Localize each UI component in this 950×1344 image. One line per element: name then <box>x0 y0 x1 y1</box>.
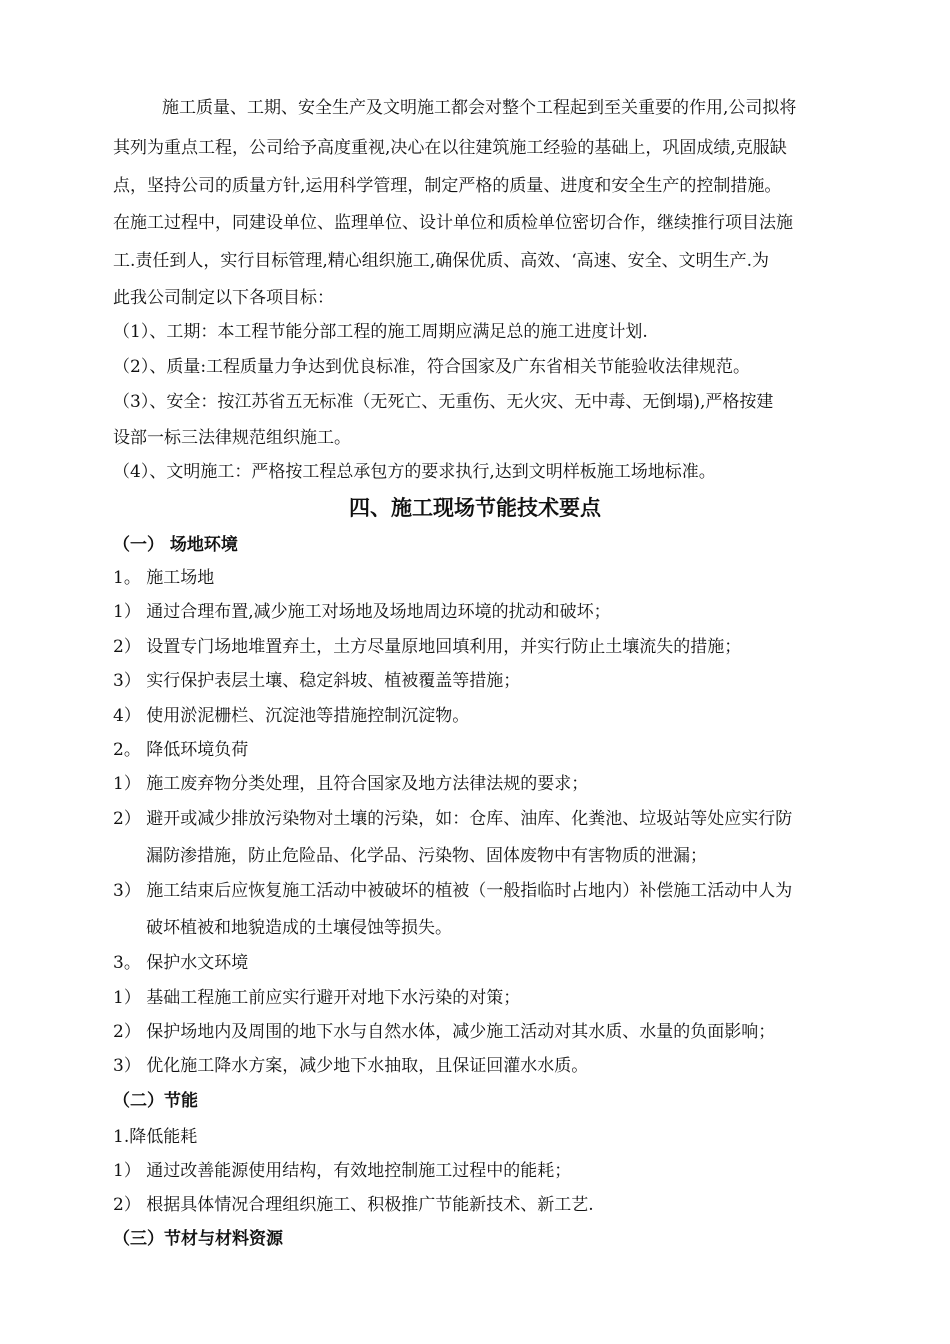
list-item: 3） 施工结束后应恢复施工活动中被破坏的植被（一般指临时占地内）补偿施工活动中人为 <box>113 881 793 901</box>
list-item-continued: 破坏植被和地貌造成的土壤侵蚀等损失。 <box>146 918 452 938</box>
list-item: 1） 通过改善能源使用结构，有效地控制施工过程中的能耗； <box>113 1161 572 1181</box>
intro-line: 在施工过程中，同建设单位、监理单位、设计单位和质检单位密切合作，继续推行项目法施 <box>113 213 793 233</box>
list-item: 1） 通过合理布置,减少施工对场地及场地周边环境的扰动和破坏； <box>113 602 611 622</box>
subsection-title: （三）节材与材料资源 <box>113 1229 283 1249</box>
goal-item: （3）、安全：按江苏省五无标准（无死亡、无重伤、无火灾、无中毒、无倒塌),严格按建 <box>113 392 774 412</box>
list-item: 4） 使用淤泥栅栏、沉淀池等措施控制沉淀物。 <box>113 706 470 726</box>
list-item: 2） 保护场地内及周围的地下水与自然水体，减少施工活动对其水质、水量的负面影响； <box>113 1022 776 1042</box>
item-title: 2。 降低环境负荷 <box>113 740 249 760</box>
goal-item: （2）、质量:工程质量力争达到优良标准，符合国家及广东省相关节能验收法律规范。 <box>113 357 751 377</box>
subsection-title: （二）节能 <box>113 1091 198 1111</box>
list-item: 3） 优化施工降水方案，减少地下水抽取，且保证回灌水水质。 <box>113 1056 589 1076</box>
goal-item: 设部一标三法律规范组织施工。 <box>113 428 351 448</box>
subsection-title: （一） 场地环境 <box>113 535 238 555</box>
item-title: 1。 施工场地 <box>113 568 215 588</box>
goal-item: （4）、文明施工：严格按工程总承包方的要求执行,达到文明样板施工场地标准。 <box>113 462 716 482</box>
intro-line: 此我公司制定以下各项目标： <box>113 288 334 308</box>
intro-line: 其列为重点工程，公司给予高度重视,决心在以往建筑施工经验的基础上，巩固成绩,克服缺 <box>113 138 787 158</box>
list-item: 2） 避开或减少排放污染物对土壤的污染，如：仓库、油库、化粪池、垃圾站等处应实行防 <box>113 809 793 829</box>
list-item: 1） 基础工程施工前应实行避开对地下水污染的对策； <box>113 988 521 1008</box>
item-title: 3。 保护水文环境 <box>113 953 249 973</box>
goal-item: （1）、工期：本工程节能分部工程的施工周期应满足总的施工进度计划. <box>113 322 648 342</box>
item-title: 1.降低能耗 <box>113 1127 198 1147</box>
list-item: 2） 设置专门场地堆置弃土，土方尽量原地回填利用，并实行防止土壤流失的措施； <box>113 637 742 657</box>
intro-line: 工.责任到人，实行目标管理,精心组织施工,确保优质、高效、‘高速、安全、文明生产.为 <box>113 251 770 271</box>
intro-line: 施工质量、工期、安全生产及文明施工都会对整个工程起到至关重要的作用,公司拟将 <box>162 98 797 118</box>
section-title: 四、施工现场节能技术要点 <box>349 495 601 520</box>
list-item: 1） 施工废弃物分类处理，且符合国家及地方法律法规的要求； <box>113 774 589 794</box>
intro-line: 点，坚持公司的质量方针,运用科学管理，制定严格的质量、进度和安全生产的控制措施。 <box>113 176 782 196</box>
list-item: 2） 根据具体情况合理组织施工、积极推广节能新技术、新工艺. <box>113 1195 594 1215</box>
list-item: 3） 实行保护表层土壤、稳定斜坡、植被覆盖等措施； <box>113 671 521 691</box>
list-item-continued: 漏防渗措施，防止危险品、化学品、污染物、固体废物中有害物质的泄漏； <box>146 846 707 866</box>
